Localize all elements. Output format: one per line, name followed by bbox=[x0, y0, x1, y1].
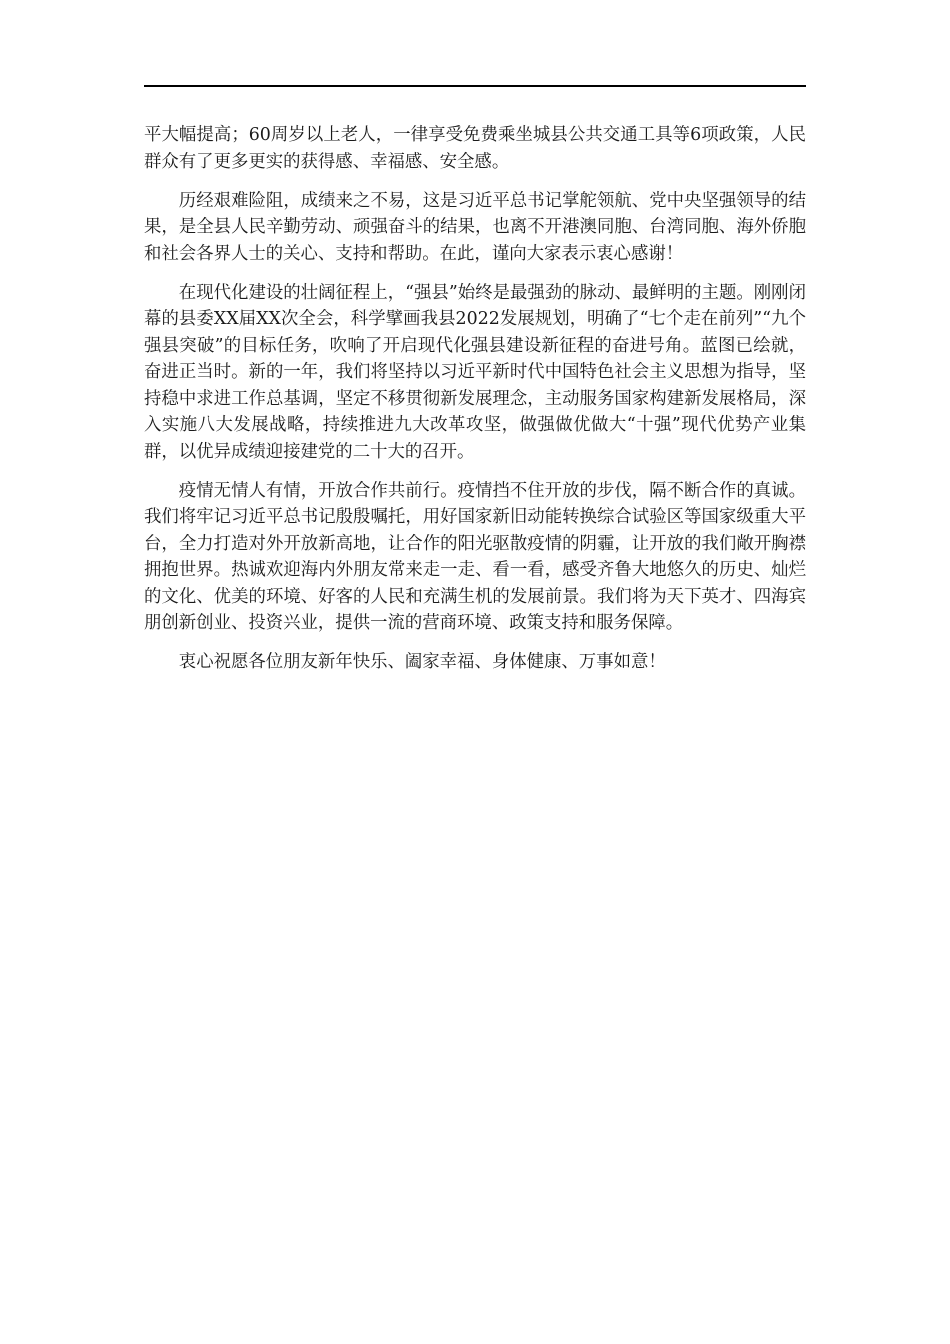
paragraph-thanks: 历经艰难险阻，成绩来之不易，这是习近平总书记掌舵领航、党中央坚强领导的结果，是全县人民辛勤劳动、顽强奋斗的结果，也离不开港澳同胞、台湾同胞、海外侨胞和社会各界人士的关心、支持和帮助。在此，谨向大家表示衷心感谢！ bbox=[144, 190, 806, 264]
paragraph-continuation: 平大幅提高；60周岁以上老人，一律享受免费乘坐城县公共交通工具等6项政策，人民群众有了更多更实的获得感、幸福感、安全感。 bbox=[144, 125, 806, 172]
paragraph-open-cooperation: 疫情无情人有情，开放合作共前行。疫情挡不住开放的步伐，隔不断合作的真诚。我们将牢记习近平总书记殷殷嘱托，用好国家新旧动能转换综合试验区等国家级重大平台，全力打造对外开放新高地，让合作的阳光驱散疫情的阴霾，让开放的我们敞开胸襟拥抱世界。热诚欢迎海内外朋友常来走一走、看一看，感受齐鲁大地悠久的历史、灿烂的文化、优美的环境、好客的人民和充满生机的发展前景。我们将为天下英才、四海宾朋创新创业、投资兴业，提供一流的营商环境、政策支持和服务保障。 bbox=[144, 480, 806, 633]
header-rule bbox=[144, 85, 806, 87]
paragraph-new-year-wishes: 衷心祝愿各位朋友新年快乐、阖家幸福、身体健康、万事如意！ bbox=[178, 652, 666, 672]
document-body bbox=[144, 122, 806, 688]
paragraph-development-plan: 在现代化建设的壮阔征程上，“强县”始终是最强劲的脉动、最鲜明的主题。刚刚闭幕的县委XX届XX次全会，科学擘画我县2022发展规划，明确了“七个走在前列”“九个强县突破”的目标任务，吹响了开启现代化强县建设新征程的奋进号角。蓝图已绘就，奋进正当时。新的一年，我们将坚持以习近平新时代中国特色社会主义思想为指导，坚持稳中求进工作总基调，坚定不移贯彻新发展理念，主动服务国家构建新发展格局，深入实施八大发展战略，持续推进九大改革攻坚，做强做优做大“十强”现代优势产业集群，以优异成绩迎接建党的二十大的召开。 bbox=[144, 282, 806, 462]
